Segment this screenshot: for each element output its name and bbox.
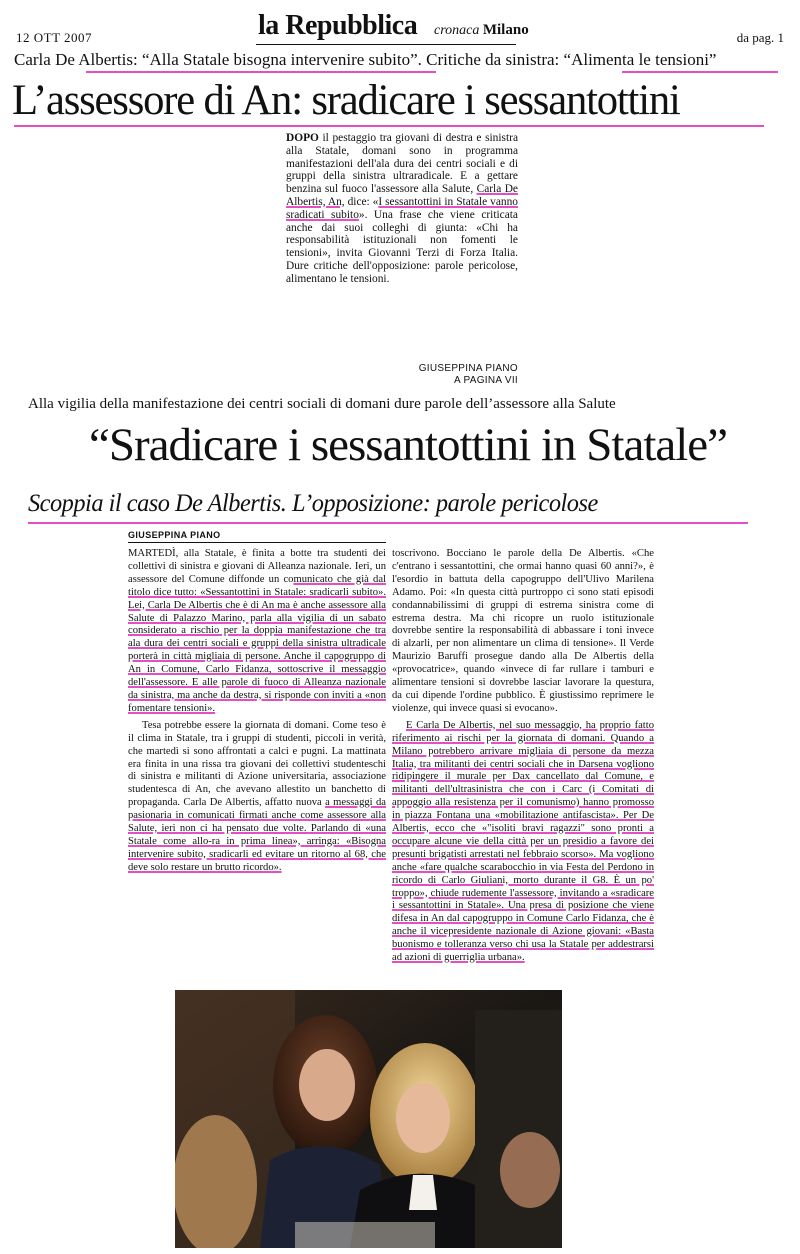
photo-illustration xyxy=(175,990,562,1248)
publication-date: 12 OTT 2007 xyxy=(16,30,93,45)
article-paragraph xyxy=(392,720,654,965)
article-text: toscrivono. Bocciano le parole della De Albertis. «Che c'entrano i sessantottini, che ormai hanno quasi 60 anni?», è l'esordio in battuta della capogruppo dell'Ulivo Marilena Adamo. Poi: «In questa città purtroppo ci sono stati episodi condannabilissimi di gruppi di estrema sinistra come di estrema destra. Ma chi ricopre un ruolo istituzionale dovrebbe sentire la responsabilità di abbassare i toni invece di alzarli, per non alimentare un clima di tensione». Il Verde Maurizio Baruffi prosegue dando alla De Albertis della «provocatrice», quando «invece di far rullare i tamburi e alimentare tensioni si dovrebbe lasciar lavorare la questura, da cui dipende l'ordine pubblico. È giustissimo reprimere le violenze, qui invece quasi si evocano». xyxy=(392,548,654,714)
newspaper-logo: la Repubblica xyxy=(258,10,418,41)
masthead xyxy=(0,0,800,48)
main-story-kicker: Alla vigilia della manifestazione dei centri sociali di domani dure parole dell’assessore alla Salute xyxy=(28,396,616,412)
article-paragraph xyxy=(128,548,386,716)
byline-rule xyxy=(128,542,386,543)
section-label: cronaca Milano xyxy=(434,22,529,38)
article-text: E Carla De Albertis, nel suo messaggio, ha proprio fatto riferimento ai rischi per la giornata di domani. Quando a Milano potrebbero arrivare migliaia di persone da mezza Italia, tra militanti dei centri sociali che in Darsena vogliono ridipingere il murale per Dax cancellato dal Comune, e militanti dell'ultrasinistra che con i Carc (i Comitati di appoggio alla resistenza per il comunismo) hanno promosso in piazza Fontana una «mobilitazione antifascista». Per De Albertis, ecco che «"isoliti bravi ragazzi" sono pronti a occupare alcune vie della città per un presidio a favore dei presunti brigatisti arrestati nel febbraio scorso». Ma vogliono anche «fare qualche scarabocchio in via Festa del Perdono in ricordo di Carlo Giuliani, morto durante il G8. È un po' troppo», chiude rudemente l'assessore, invitando a «sradicare i sessantottini in Statale». Una presa di posizione che viene difesa in An dal capogruppo in Comune Carlo Fidanza, che è anche il vicepresidente nazionale di Azione giovani: «Basta buonismo e tolleranza verso chi usa la Statale per addestrarsi ad azioni di guerriglia urbana». xyxy=(392,719,654,964)
subhead-highlight xyxy=(28,522,748,524)
kicker-highlight-2 xyxy=(622,71,778,73)
headline-highlight xyxy=(14,125,764,127)
masthead-rule xyxy=(256,44,516,45)
top-story-byline: GIUSEPPINA PIANO A PAGINA VII xyxy=(418,363,518,386)
article-paragraph xyxy=(128,720,386,875)
main-story-headline xyxy=(28,418,788,472)
main-story-headline-text: “Sradicare i sessantottini in Statale” xyxy=(88,419,728,471)
article-text: MARTEDÌ, alla Statale, è finita a botte tra studenti dei collettivi di sinistra e giovani di Alleanza nazionale. Ieri, un assessore del Comune diffonde un co xyxy=(128,548,386,585)
top-story-summary: DOPO il pestaggio tra giovani di destra e sinistra alla Statale, domani sono in programma manifestazioni dell'ala dura dei centri sociali e di gruppi della sinistra ultraradicale. E a gettare benzina sul fuoco l'assessore alla Salute, Carla De Albertis, An, dice: «I sessantottini in Statale vanno sradicati subito». Una frase che viene criticata anche dai suoi colleghi di giunta: «Chi ha responsabilità istituzionali non fomenti le tensioni», invita Giovanni Terzi di Forza Italia. Dure critiche dell'opposizione: parole pericolose, alimentano le tensioni. xyxy=(286,132,518,285)
article-column-1 xyxy=(128,548,386,879)
article-photo xyxy=(175,990,562,1248)
main-story-subhead: Scoppia il caso De Albertis. L’opposizione: parole pericolose xyxy=(28,490,598,517)
main-story-byline: GIUSEPPINA PIANO xyxy=(128,530,221,540)
top-story-kicker: Carla De Albertis: “Alla Statale bisogna intervenire subito”. Critiche da sinistra: “Alimenta le tensioni” xyxy=(14,50,717,69)
article-column-2 xyxy=(392,548,654,969)
article-text: Tesa potrebbe essere la giornata di domani. Come teso è il clima in Statale, tra i gruppi di studenti, piccoli in verità, che martedì si sono affrontati a calci e pugni. La mattinata era finita in una rissa tra giovani dei collettivi studenteschi di sinistra e militanti di Azione universitaria, associazione studentesca di An, che avevano allestito un banchetto di propaganda. Carla De Albertis, affatto nuova xyxy=(128,719,386,809)
page-reference: da pag. 1 xyxy=(736,30,784,45)
article-paragraph xyxy=(392,548,654,716)
article-text: municato che già dal titolo dice tutto: «Sessantottini in Statale: sradicarli subito». Lei, Carla De Albertis che è di An ma è anche assessore alla Salute di Palazzo Marino, parla alla vigilia di un sabato considerato a rischio per la doppia manifestazione che tra ala dura dei centri sociali e gruppi della sinistra ultradicale porterà in città migliaia di persone. Anche il capogruppo di An in Comune, Carlo Fidanza, sottoscrive il messaggio dell'assessore. E alle parole di fuoco di Alleanza nazionale da sinistra, ma anche da destra, si risponde con inviti a «non fomentare tensioni». xyxy=(128,573,386,714)
top-story-headline: L’assessore di An: sradicare i sessantottini xyxy=(12,77,680,124)
kicker-highlight xyxy=(86,71,436,73)
article-text: a messaggi da pasionaria in comunicati firmati anche come assessore alla Salute, ieri non ci ha pensato due volte. Parlando di «una Statale come allo-ra in prima linea», arringa: «Bisogna intervenire subito, sradicarli ed evitare un ritorno al 68, che deve solo restare un brutto ricordo». xyxy=(128,797,386,873)
